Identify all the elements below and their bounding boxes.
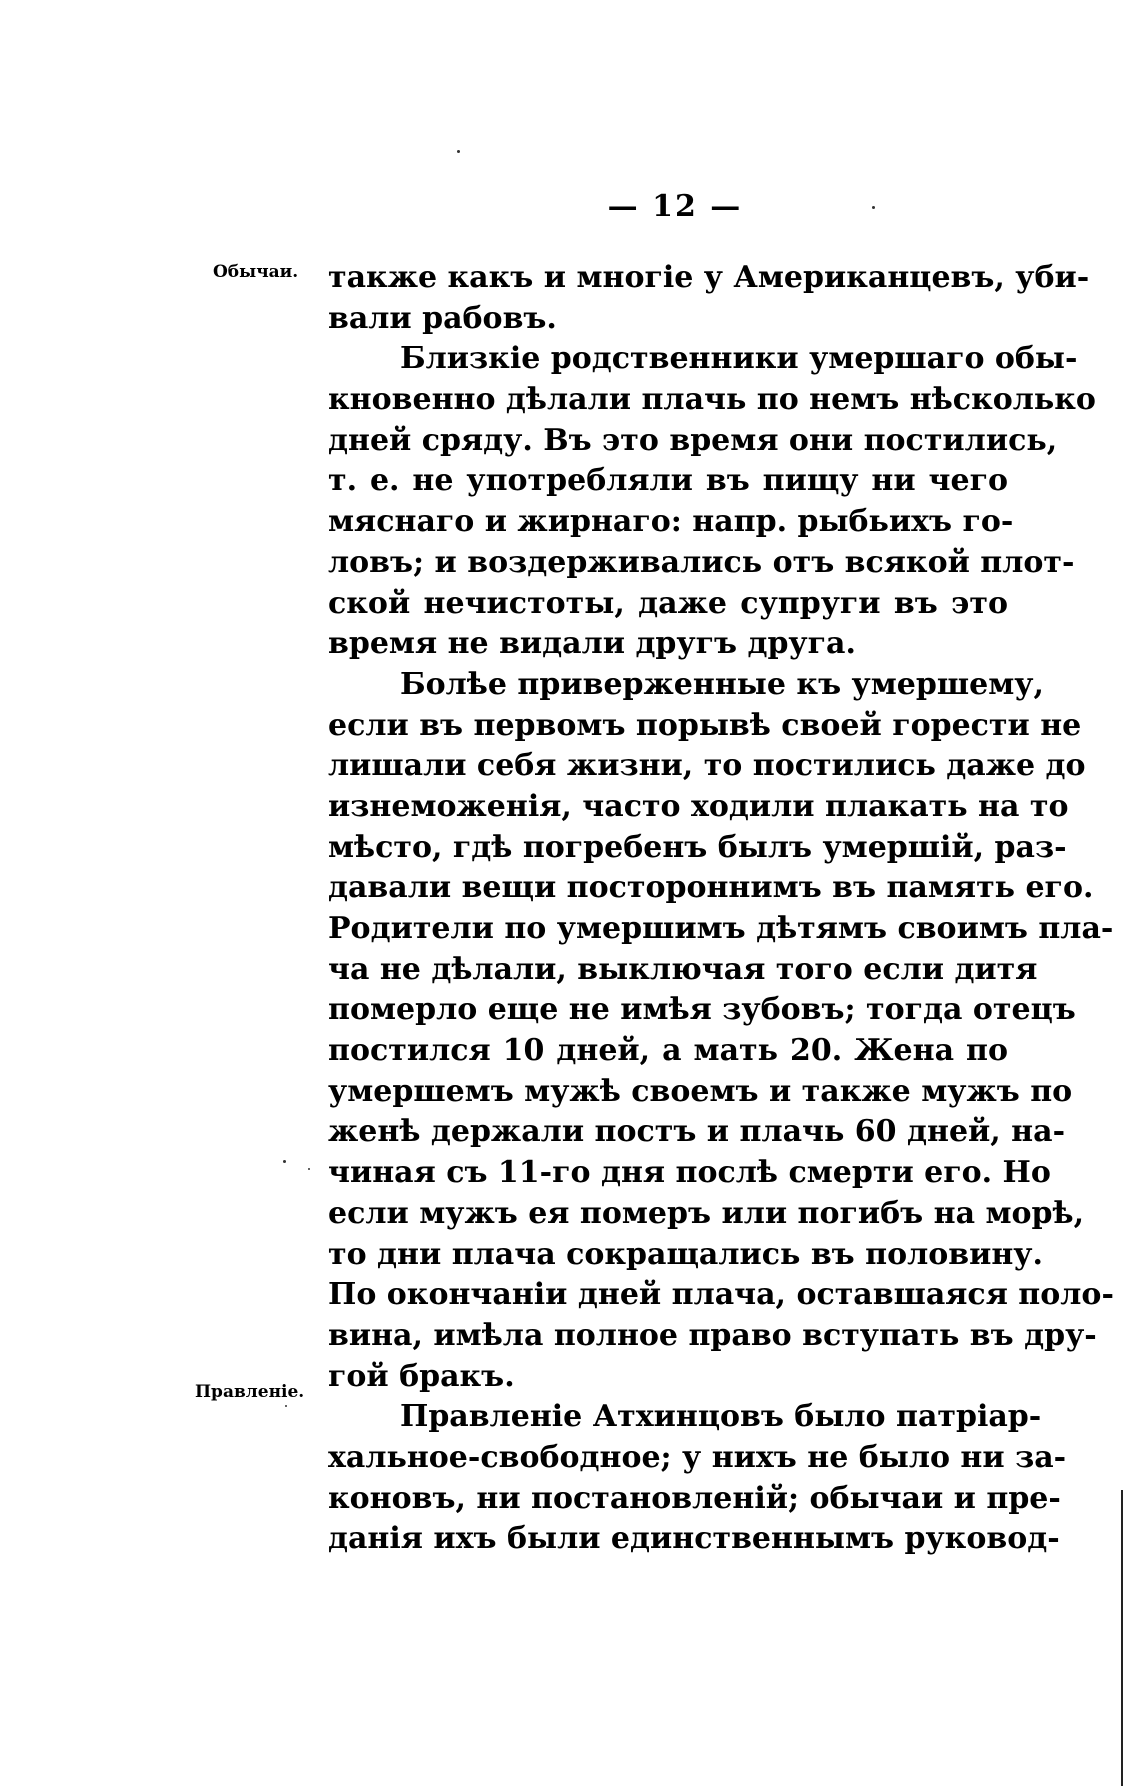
body-text	[328, 258, 1114, 1560]
scan-speck	[457, 150, 460, 153]
text-line: постился 10 дней, а мать 20. Жена по	[328, 1033, 1008, 1069]
paragraph-start-line: Правленіе Атхинцовъ было патріар-	[400, 1399, 1042, 1435]
text-line: мѣсто, гдѣ погребенъ былъ умершій, раз-	[328, 829, 1067, 865]
text-line: данія ихъ были единственнымъ руковод-	[328, 1521, 1060, 1557]
text-line: т. е. не употребляли въ пищу ни чего	[328, 463, 1008, 499]
scan-speck	[872, 206, 875, 209]
text-line: вина, имѣла полное право вступать въ дру-	[328, 1317, 1097, 1353]
text-line: ской нечистоты, даже супруги въ это	[328, 585, 1008, 621]
text-line: кновенно дѣлали плачь по немъ нѣсколько	[328, 382, 1096, 418]
binding-edge-line	[1121, 1490, 1123, 1786]
text-line: вали рабовъ.	[328, 300, 557, 336]
scan-speck	[283, 1160, 286, 1163]
margin-note-customs: Обычаи.	[213, 262, 299, 282]
text-line: дней сряду. Въ это время они постились,	[328, 422, 1058, 458]
text-line: время не видали другъ друга.	[328, 626, 856, 662]
text-line: если мужъ ея померъ или погибъ на морѣ,	[328, 1195, 1085, 1231]
text-line: ча не дѣлали, выключая того если дитя	[328, 951, 1038, 987]
text-line: По окончаніи дней плача, оставшаяся поло-	[328, 1277, 1114, 1313]
text-line: гой бракъ.	[328, 1358, 515, 1394]
text-line: померло еще не имѣя зубовъ; тогда отецъ	[328, 992, 1076, 1028]
paragraph-start-line: Болѣе приверженные къ умершему,	[400, 666, 1044, 702]
text-line: лишали себя жизни, то постились даже до	[328, 748, 1086, 784]
text-line: давали вещи постороннимъ въ память его.	[328, 870, 1094, 906]
margin-note-government: Правленіе.	[195, 1382, 305, 1402]
text-line: то дни плача сокращались въ половину.	[328, 1236, 1043, 1272]
page-number: — 12 —	[607, 189, 743, 224]
text-line: мяснаго и жирнаго: напр. рыбьихъ го-	[328, 504, 1014, 540]
text-line: коновъ, ни постановленій; обычаи и пре-	[328, 1480, 1061, 1516]
scan-speck	[285, 1405, 287, 1407]
scan-speck	[308, 1168, 310, 1170]
text-line: женѣ держали постъ и плачь 60 дней, на-	[328, 1114, 1066, 1150]
paragraph-start-line: Близкіе родственники умершаго обы-	[400, 341, 1078, 377]
text-line: если въ первомъ порывѣ своей горести не	[328, 707, 1082, 743]
text-line: чиная съ 11-го дня послѣ смерти его. Но	[328, 1155, 1051, 1191]
text-line: Родители по умершимъ дѣтямъ своимъ пла-	[328, 911, 1114, 946]
text-line: изнеможенія, часто ходили плакать на то	[328, 788, 1069, 824]
text-line: также какъ и многіе у Американцевъ, уби-	[328, 260, 1090, 295]
text-line: умершемъ мужѣ своемъ и также мужъ по	[328, 1073, 1073, 1109]
text-line: хальное-свободное; у нихъ не было ни за-	[328, 1439, 1067, 1475]
text-line: ловъ; и воздерживались отъ всякой плот-	[328, 544, 1075, 580]
